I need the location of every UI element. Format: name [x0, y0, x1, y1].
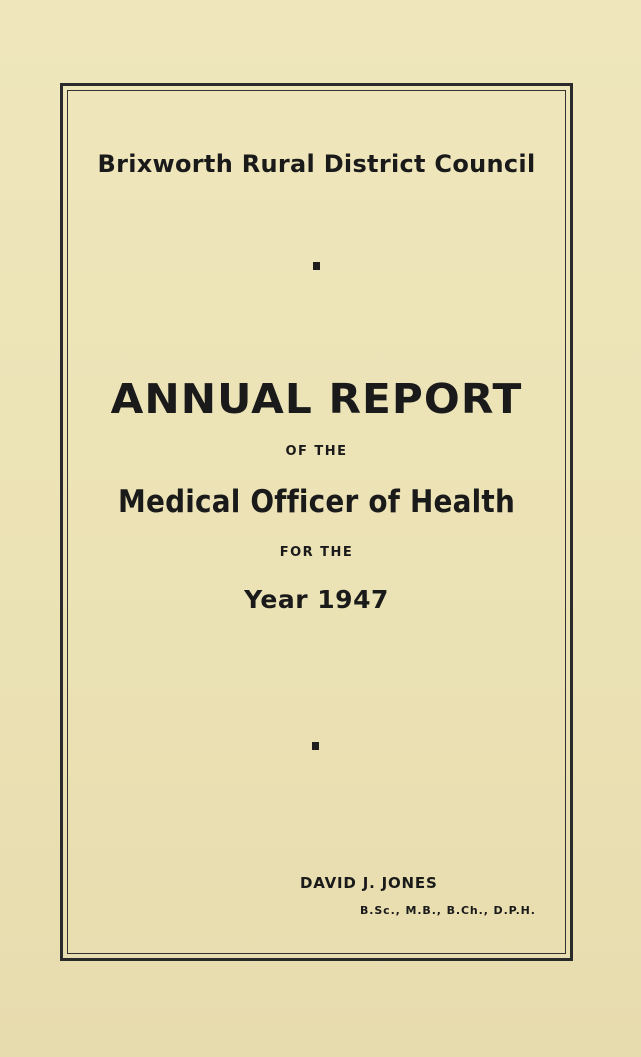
report-title: ANNUAL REPORT [110, 375, 523, 423]
of-the-label: OF THE [285, 444, 348, 459]
author-qualifications: B.Sc., M.B., B.Ch., D.P.H. [360, 904, 536, 917]
officer-title: Medical Officer of Health [117, 484, 516, 520]
for-the-label: FOR THE [279, 545, 354, 560]
inner-border-frame [67, 90, 566, 954]
council-name: Brixworth Rural District Council [97, 150, 536, 178]
top-square-ornament [313, 262, 320, 270]
author-name: DAVID J. JONES [300, 874, 438, 892]
bottom-square-ornament [312, 742, 319, 750]
report-year: Year 1947 [244, 585, 389, 614]
